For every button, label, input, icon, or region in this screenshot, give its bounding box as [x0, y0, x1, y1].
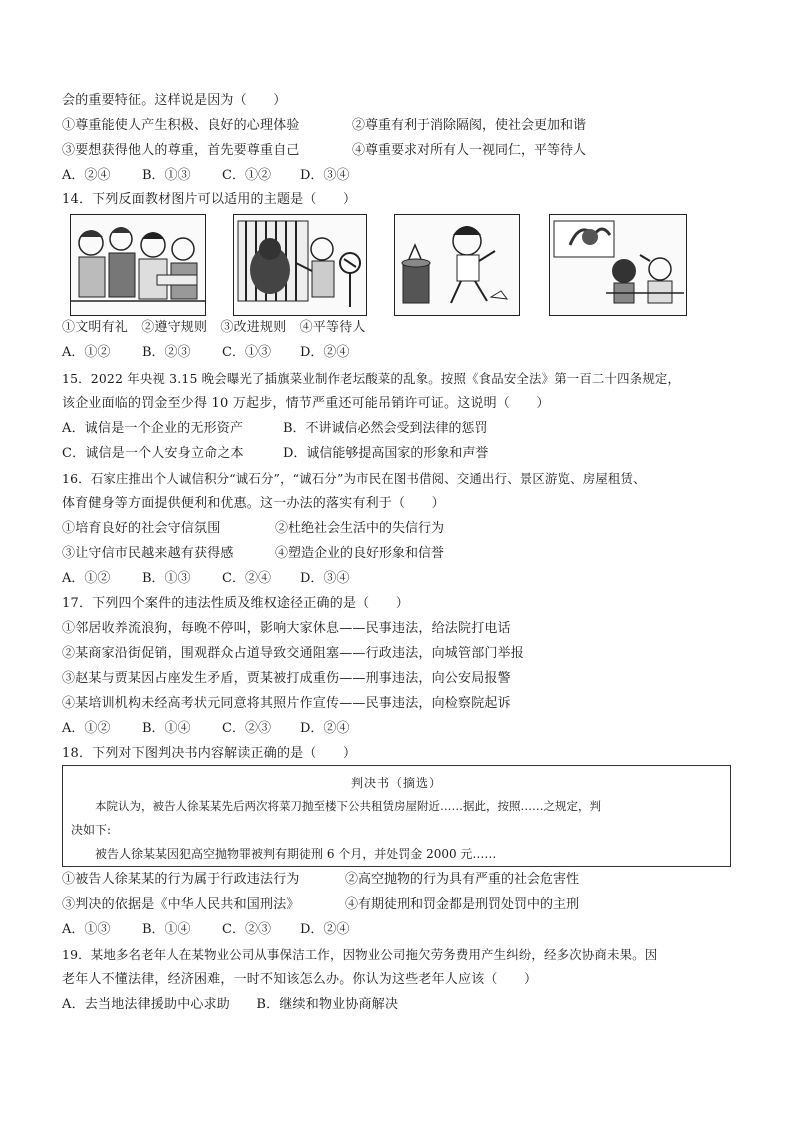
q16-option-1: ①培育良好的社会守信氛围: [62, 521, 221, 536]
q18-choice-d: D．②④: [300, 922, 350, 937]
q17-choice-c: C．②③: [222, 721, 271, 736]
q18-choice-b: B．①④: [142, 922, 191, 937]
q17-choice-a: A．①②: [62, 721, 111, 736]
judgment-line-1: 本院认为，被告人徐某某先后两次将菜刀抛至楼下公共租赁房屋附近……据此，按照……之规定，判: [95, 799, 601, 813]
q13-option-3: ③要想获得他人的尊重，首先要尊重自己: [62, 143, 300, 158]
q19-options-ab: A．去当地法律援助中心求助 B．继续和物业协商解决: [62, 997, 399, 1012]
q17-case-1: ①邻居收养流浪狗，每晚不停叫，影响大家休息——民事违法，给法院打电话: [62, 621, 511, 636]
q17-choice-d: D．②④: [300, 721, 350, 736]
q13-option-4: ④尊重要求对所有人一视同仁，平等待人: [352, 143, 587, 158]
q18-option-1: ①被告人徐某某的行为属于行政违法行为: [62, 872, 300, 887]
q17-case-2: ②某商家沿街促销，围观群众占道导致交通阻塞——行政违法，向城管部门举报: [62, 646, 525, 661]
cartoon-zoo-cage-image: [233, 214, 367, 316]
q17-choice-b: B．①④: [142, 721, 191, 736]
judgment-excerpt-box: [62, 765, 731, 867]
q16-option-2: ②杜绝社会生活中的失信行为: [275, 521, 445, 536]
judgment-line-3: 被告人徐某某因犯高空抛物罪被判有期徒刑 6 个月，并处罚金 2000 元……: [95, 847, 497, 861]
q18-stem: 18．下列对下图判决书内容解读正确的是（ ）: [62, 746, 357, 761]
q16-choice-c: C．②④: [222, 571, 271, 586]
q14-choice-a: A．①②: [62, 345, 111, 360]
q16-choice-d: D．③④: [300, 571, 350, 586]
judgment-title: 判决书（摘选）: [350, 776, 442, 790]
q16-option-3: ③让守信市民越来越有获得感: [62, 546, 234, 561]
q15-stem-line1: 15．2022 年央视 3.15 晚会曝光了插旗菜业制作老坛酸菜的乱象。按照《食品安全法》第一百二十四条规定，: [62, 371, 681, 386]
q14-choice-b: B．②③: [142, 345, 191, 360]
q14-stem: 14．下列反面教材图片可以适用的主题是（ ）: [62, 192, 357, 207]
q15-option-a: A．诚信是一个企业的无形资产: [62, 421, 244, 436]
cartoon-littering-image: [394, 214, 520, 316]
q13-option-1: ①尊重能使人产生积极、良好的心理体验: [62, 118, 300, 133]
q16-choice-a: A．①②: [62, 571, 111, 586]
q16-choice-b: B．①③: [142, 571, 191, 586]
q17-case-3: ③赵某与贾某因占座发生矛盾，贾某被打成重伤——刑事违法，向公安局报警: [62, 671, 511, 686]
q17-case-4: ④某培训机构未经高考状元同意将其照片作宣传——民事违法，向检察院起诉: [62, 696, 511, 711]
q13-choice-b: B．①③: [142, 168, 191, 183]
q18-choice-c: C．②③: [222, 922, 271, 937]
judgment-line-2: 决如下:: [71, 823, 112, 837]
q18-option-2: ②高空抛物的行为具有严重的社会危害性: [345, 872, 580, 887]
q13-option-2: ②尊重有利于消除隔阂，使社会更加和谐: [352, 118, 587, 133]
q17-stem: 17．下列四个案件的违法性质及维权途径正确的是（ ）: [62, 596, 409, 611]
q13-choice-c: C．①②: [222, 168, 271, 183]
q18-option-4: ④有期徒刑和罚金都是刑罚处罚中的主刑: [345, 897, 580, 912]
q19-stem-line1: 19．某地多名老年人在某物业公司从事保洁工作，因物业公司拖欠劳务费用产生纠纷，经多次协商未果。因: [62, 947, 658, 962]
q13-stem: 会的重要特征。这样说是因为（ ）: [62, 93, 287, 108]
q14-choice-c: C．①③: [222, 345, 271, 360]
q15-stem-line2: 该企业面临的罚金至少得 10 万起步，情节严重还可能吊销许可证。这说明（ ）: [62, 396, 550, 411]
q18-choice-a: A．①③: [62, 922, 111, 937]
q13-choice-d: D．③④: [300, 168, 350, 183]
q19-stem-line2: 老年人不懂法律，经济困难，一时不知该怎么办。你认为这些老年人应该（ ）: [62, 972, 538, 987]
q14-choice-d: D．②④: [300, 345, 350, 360]
cartoon-queue-jumping-image: [70, 214, 206, 316]
q16-stem-line1: 16．石家庄推出个人诚信积分“诚石分”，“诚石分”为市民在图书借阅、交通出行、景区游览、房屋租赁、: [62, 471, 646, 486]
q16-stem-line2: 体育健身等方面提供便利和优惠。这一办法的落实有利于（ ）: [62, 496, 445, 511]
q16-option-4: ④塑造企业的良好形象和信誉: [275, 546, 445, 561]
q18-option-3: ③判决的依据是《中华人民共和国刑法》: [62, 897, 300, 912]
cartoon-smoking-image: [549, 214, 687, 316]
q14-items: ①文明有礼 ②遵守规则 ③改进规则 ④平等待人: [62, 320, 366, 335]
q15-option-c: C．诚信是一个人安身立命之本: [62, 446, 244, 461]
q15-option-d: D．诚信能够提高国家的形象和声誉: [283, 446, 489, 461]
q13-choice-a: A．②④: [62, 168, 111, 183]
q15-option-b: B．不讲诚信必然会受到法律的惩罚: [283, 421, 488, 436]
